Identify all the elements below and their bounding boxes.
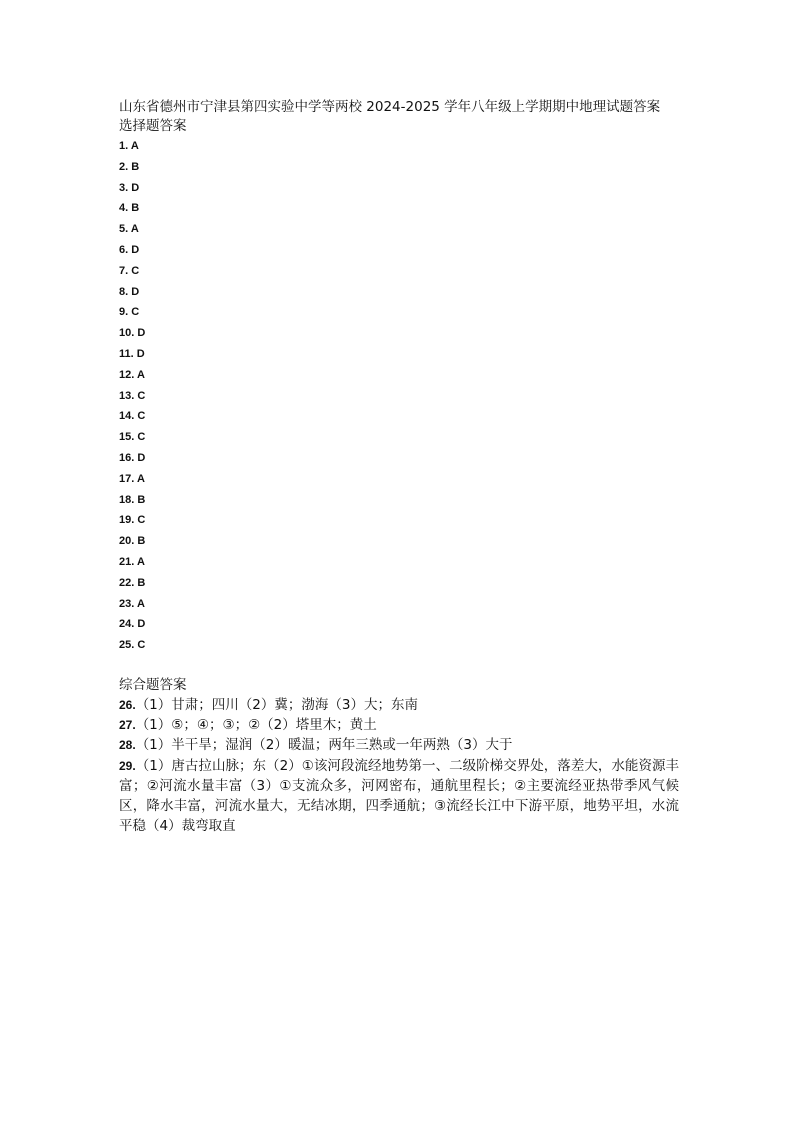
answer-letter: A xyxy=(136,555,145,568)
answer-letter: C xyxy=(137,410,146,423)
choice-answer-item xyxy=(119,448,679,469)
section-spacer xyxy=(119,656,679,676)
question-number: 9. xyxy=(119,306,129,319)
question-number: 15. xyxy=(119,431,135,444)
choice-answer-item xyxy=(119,240,679,261)
choice-answer-item xyxy=(119,386,679,407)
answer-letter: A xyxy=(136,597,145,610)
question-number: 23. xyxy=(119,597,135,610)
question-number: 25. xyxy=(119,639,135,652)
answer-letter: C xyxy=(131,264,140,277)
question-number: 28. xyxy=(119,738,136,753)
choice-section-heading: 选择题答案 xyxy=(119,118,187,134)
answer-letter: C xyxy=(131,306,140,319)
choice-answer-item xyxy=(119,469,679,490)
question-number: 12. xyxy=(119,368,135,381)
question-number: 14. xyxy=(119,410,135,423)
answer-letter: D xyxy=(137,618,146,631)
question-number: 27. xyxy=(119,718,136,733)
answer-text: （1）唐古拉山脉；东（2）①该河段流经地势第一、二级阶梯交界处，落差大，水能资源丰富；②河流水量丰富（3）①支流众多，河网密布，通航里程长；②主要流经亚热带季风气候区，降水丰富，河流水量大，无结冰期，四季通航；③流经长江中下游平原，地势平坦，水流平稳（4）裁弯取直 xyxy=(119,757,679,835)
choice-answer-item xyxy=(119,573,679,594)
choice-answer-item xyxy=(119,157,679,178)
choice-answer-item xyxy=(119,198,679,219)
answer-letter: C xyxy=(137,639,146,652)
answer-text: （1）半干旱；湿润（2）暖温；两年三熟或一年两熟（3）大于 xyxy=(135,737,513,754)
choice-answer-item xyxy=(119,427,679,448)
answer-letter: D xyxy=(137,327,146,340)
essay-answer-item xyxy=(119,756,679,837)
choice-answer-item xyxy=(119,302,679,323)
choice-answer-item xyxy=(119,406,679,427)
question-number: 29. xyxy=(119,758,136,773)
choice-answer-item xyxy=(119,365,679,386)
choice-answer-item xyxy=(119,282,679,303)
choice-answer-item xyxy=(119,531,679,552)
choice-answer-list xyxy=(119,136,679,656)
choice-answer-item xyxy=(119,178,679,199)
question-number: 19. xyxy=(119,514,135,527)
answer-letter: B xyxy=(137,535,146,548)
choice-answer-item xyxy=(119,614,679,635)
choice-answer-item xyxy=(119,323,679,344)
essay-answer-list xyxy=(119,695,679,836)
question-number: 6. xyxy=(119,243,129,256)
question-number: 20. xyxy=(119,535,135,548)
answer-letter: B xyxy=(137,493,146,506)
document-title: 山东省德州市宁津县第四实验中学等两校 2024-2025 学年八年级上学期期中地理试题答案 xyxy=(119,99,661,115)
answer-letter: B xyxy=(137,576,146,589)
question-number: 8. xyxy=(119,285,129,298)
question-number: 24. xyxy=(119,618,135,631)
question-number: 13. xyxy=(119,389,135,402)
question-number: 17. xyxy=(119,472,135,485)
answer-letter: D xyxy=(131,181,140,194)
answer-letter: A xyxy=(130,140,139,152)
answer-text: （1）⑤；④；③；②（2）塔里木；黄土 xyxy=(135,717,377,734)
choice-answer-item xyxy=(119,344,679,365)
question-number: 22. xyxy=(119,576,135,589)
question-number: 26. xyxy=(119,697,136,712)
answer-document xyxy=(119,97,679,836)
choice-answer-item xyxy=(119,136,679,157)
essay-section-heading: 综合题答案 xyxy=(119,676,187,693)
answer-text: （1）甘肃；四川（2）冀；渤海（3）大；东南 xyxy=(135,696,418,713)
answer-letter: D xyxy=(137,451,146,464)
question-number: 4. xyxy=(119,202,129,215)
choice-answer-item xyxy=(119,510,679,531)
choice-answer-item xyxy=(119,219,679,240)
answer-letter: A xyxy=(130,223,139,236)
question-number: 5. xyxy=(119,223,129,236)
answer-letter: D xyxy=(136,347,145,360)
answer-letter: D xyxy=(131,285,140,298)
answer-letter: B xyxy=(131,202,140,215)
answer-letter: B xyxy=(131,160,140,173)
essay-answer-item xyxy=(119,715,679,735)
essay-answer-item xyxy=(119,695,679,715)
choice-answer-item xyxy=(119,490,679,511)
question-number: 1. xyxy=(119,140,129,152)
choice-answer-item xyxy=(119,552,679,573)
essay-answer-item xyxy=(119,735,679,755)
question-number: 10. xyxy=(119,327,135,340)
choice-answer-item xyxy=(119,594,679,615)
question-number: 18. xyxy=(119,493,135,506)
answer-letter: A xyxy=(136,472,145,485)
choice-answer-item xyxy=(119,261,679,282)
question-number: 11. xyxy=(119,347,134,360)
answer-letter: C xyxy=(137,514,146,527)
answer-letter: D xyxy=(131,243,140,256)
question-number: 21. xyxy=(119,555,135,568)
question-number: 7. xyxy=(119,264,129,277)
question-number: 3. xyxy=(119,181,129,194)
question-number: 2. xyxy=(119,160,129,173)
answer-letter: C xyxy=(137,389,146,402)
answer-letter: A xyxy=(136,368,145,381)
choice-answer-item xyxy=(119,635,679,656)
question-number: 16. xyxy=(119,451,135,464)
answer-letter: C xyxy=(137,431,146,444)
